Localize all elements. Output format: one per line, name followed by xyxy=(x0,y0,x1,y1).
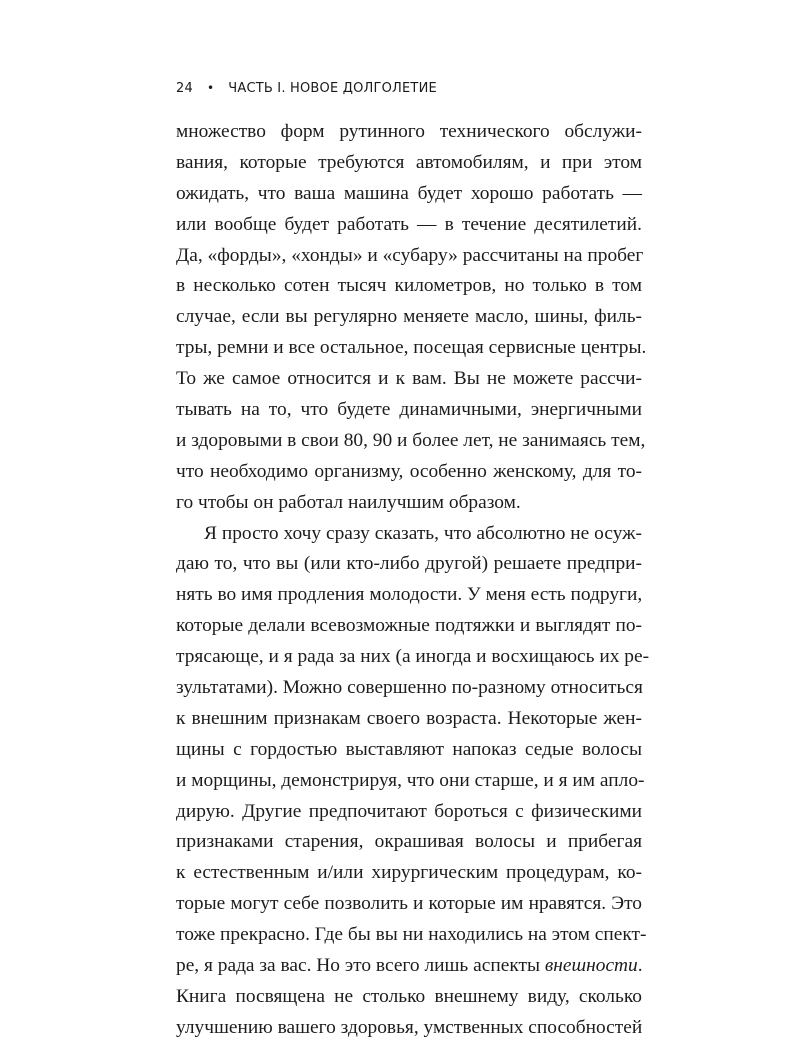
text-line: То же самое относится и к вам. Вы не можете рассчи- xyxy=(176,368,642,390)
text-line: го чтобы он работал наилучшим образом. xyxy=(176,491,521,513)
text-line xyxy=(176,951,642,982)
text-line: дирую. Другие предпочитают бороться с физическими xyxy=(176,800,642,822)
text-line: зультатами). Можно совершенно по-разному относиться xyxy=(176,677,643,699)
text-line: тры, ремни и все остальное, посещая сервисные центры. xyxy=(176,337,647,359)
text-line: тывать на то, что будете динамичными, энергичными xyxy=(176,399,642,421)
text-line: множество форм рутинного технического обслужи- xyxy=(176,121,642,142)
text-line: улучшению вашего здоровья, умственных способностей xyxy=(176,1016,643,1038)
text-line: и морщины, демонстрируя, что они старше, и я им апло- xyxy=(176,769,645,791)
running-title: ЧАСТЬ I. НОВОЕ ДОЛГОЛЕТИЕ xyxy=(228,80,437,96)
text-line: даю то, что вы (или кто-либо другой) решаете предпри- xyxy=(176,553,642,575)
text-fragment: . xyxy=(637,955,643,977)
header-separator: • xyxy=(206,81,215,95)
paragraph xyxy=(176,117,647,519)
text-line: Да, «форды», «хонды» и «субару» рассчитаны на пробег xyxy=(176,244,644,266)
text-line: трясающе, и я рада за них (а иногда и восхищаюсь их ре- xyxy=(176,646,650,668)
text-line: которые делали всевозможные подтяжки и выглядят по- xyxy=(176,615,642,637)
text-line: к внешним признакам своего возраста. Некоторые жен- xyxy=(176,707,642,729)
page-header xyxy=(176,76,437,100)
page-number: 24 xyxy=(176,80,193,96)
text-line: вания, которые требуются автомобилям, и при этом xyxy=(176,151,642,173)
text-line: нять во имя продления молодости. У меня есть подруги, xyxy=(176,584,643,606)
text-line: щины с гордостью выставляют напоказ седые волосы xyxy=(176,738,642,760)
text-line: Книга посвящена не столько внешнему виду, сколько xyxy=(176,985,642,1007)
text-line: признаками старения, окрашивая волосы и прибегая xyxy=(176,831,642,853)
text-line: торые могут себе позволить и которые им нравятся. Это xyxy=(176,893,642,915)
text-line: тоже прекрасно. Где бы вы ни находились на этом спект- xyxy=(176,924,647,946)
emphasis-text: внешности xyxy=(544,955,638,977)
text-line: что необходимо организму, особенно женскому, для то- xyxy=(176,460,642,482)
body-text xyxy=(176,117,650,1044)
text-line: к естественным и/или хирургическим процедурам, ко- xyxy=(176,862,642,884)
text-line: Я просто хочу сразу сказать, что абсолютно не осуж- xyxy=(204,522,642,544)
text-line: и здоровыми в свои 80, 90 и более лет, не занимаясь тем, xyxy=(176,429,646,451)
text-line: в несколько сотен тысяч километров, но только в том xyxy=(176,275,642,297)
text-fragment: ре, я рада за вас. Но это всего лишь аспекты xyxy=(176,955,540,977)
paragraph xyxy=(176,519,650,1044)
text-line: ожидать, что ваша машина будет хорошо работать — xyxy=(176,182,642,204)
text-line: или вообще будет работать — в течение десятилетий. xyxy=(176,213,642,235)
text-line: случае, если вы регулярно меняете масло, шины, филь- xyxy=(176,306,642,328)
